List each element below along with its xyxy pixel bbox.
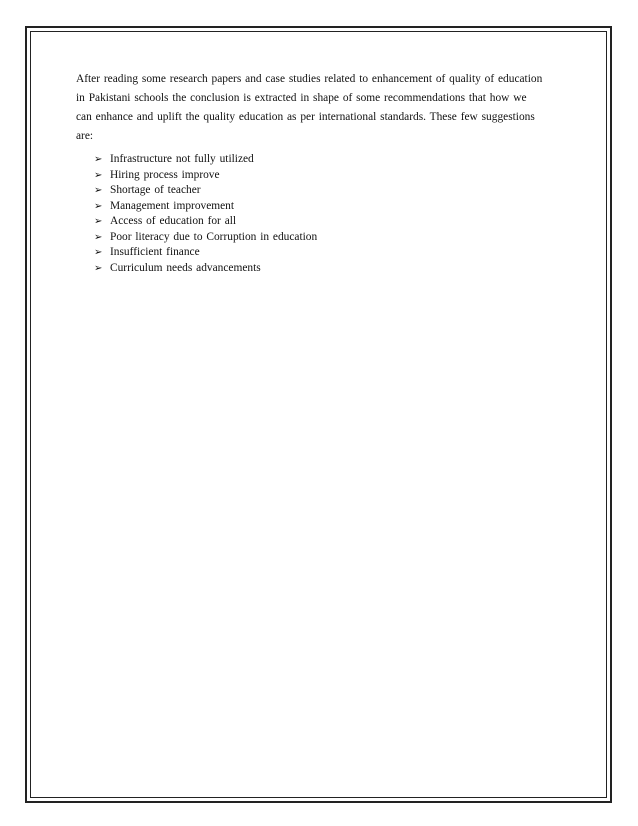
arrowhead-bullet-icon: ➢ xyxy=(94,154,103,165)
suggestion-text: Shortage of teacher xyxy=(110,184,201,196)
arrowhead-bullet-icon: ➢ xyxy=(94,231,103,243)
list-item xyxy=(94,183,546,199)
suggestion-text: Infrastructure not fully utilized xyxy=(110,153,254,165)
suggestion-text: Management improvement xyxy=(110,199,235,212)
suggestion-text: Curriculum needs advancements xyxy=(110,261,261,274)
list-item xyxy=(94,214,546,230)
suggestion-text: Insufficient finance xyxy=(110,246,200,258)
list-item xyxy=(94,168,546,184)
arrowhead-bullet-icon: ➢ xyxy=(94,200,103,212)
suggestion-text: Access of education for all xyxy=(110,215,237,227)
arrowhead-bullet-icon: ➢ xyxy=(94,247,103,258)
suggestion-text: Hiring process improve xyxy=(110,168,220,181)
document-body xyxy=(76,70,546,276)
arrowhead-bullet-icon: ➢ xyxy=(94,185,103,196)
intro-paragraph: After reading some research papers and case studies related to enhancement of quality of education in Pakistani schools the conclusion is extracted in shape of some recommendations that how we can enhance and uplift the quality education as per international standards. These few suggestions are: xyxy=(76,73,543,142)
list-item xyxy=(94,261,546,277)
list-item xyxy=(94,245,546,261)
list-item xyxy=(94,230,546,246)
suggestions-list xyxy=(76,152,546,276)
arrowhead-bullet-icon: ➢ xyxy=(94,169,103,181)
arrowhead-bullet-icon: ➢ xyxy=(94,262,103,274)
list-item xyxy=(94,199,546,215)
list-item xyxy=(94,152,546,168)
arrowhead-bullet-icon: ➢ xyxy=(94,216,103,227)
suggestion-text: Poor literacy due to Corruption in education xyxy=(110,230,318,243)
